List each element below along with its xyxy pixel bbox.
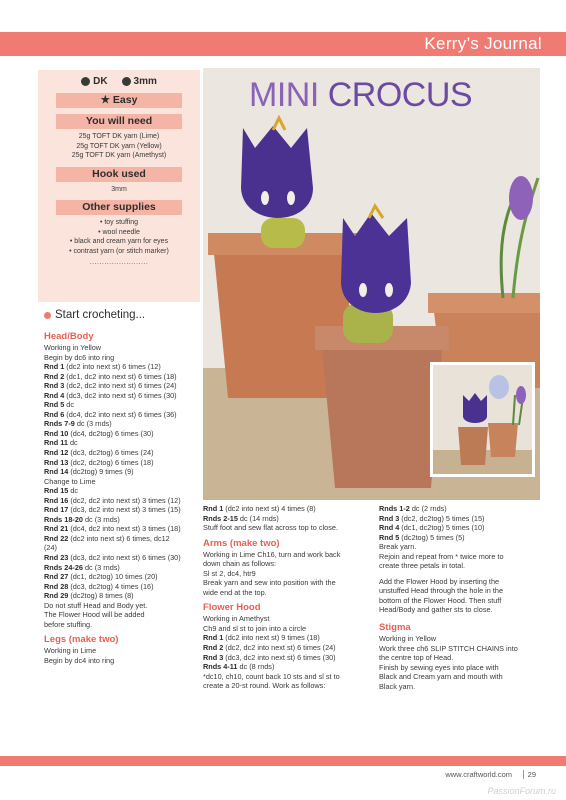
instruction-row: [379, 682, 544, 692]
round-label: Rnd 3: [44, 381, 65, 391]
list-item: 25g TOFT DK yarn (Amethyst): [71, 152, 167, 159]
round-text: Finish by sewing eyes into place with: [379, 662, 499, 672]
round-label: Rnds 2-15: [203, 513, 238, 523]
round-text: Break yarn.: [379, 542, 417, 552]
instruction-row: [44, 438, 204, 448]
instruction-row: [203, 681, 375, 691]
instruction-row: [203, 643, 375, 653]
round-label: Rnd 28: [44, 581, 69, 591]
round-text: dc (3 rnds): [82, 514, 120, 524]
round-text: (dc2 into next st) 6 times, dc12: [68, 533, 170, 543]
instruction-row: [44, 572, 204, 582]
round-label: Rnds 18-20: [44, 514, 83, 524]
round-text: dc: [67, 438, 78, 448]
round-text: Working in Lime: [44, 646, 97, 656]
instruction-row: [379, 605, 544, 615]
instruction-row: [379, 586, 544, 596]
round-text: (dc2tog) 5 times (5): [399, 532, 465, 542]
round-label: Rnd 6: [44, 409, 65, 419]
round-text: (dc1, dc2 into next st) 6 times (18): [64, 371, 177, 381]
instruction-row: [44, 477, 204, 487]
instruction-row: [44, 620, 204, 630]
round-text: down chain as follows:: [203, 559, 277, 569]
round-text: Do not stuff Head and Body yet.: [44, 600, 148, 610]
round-text: bottom of the Flower Hood. Then stuff: [379, 595, 502, 605]
hook-icon: [122, 77, 131, 86]
instruction-row: [203, 624, 375, 634]
round-text: Work three ch6 SLIP STITCH CHAINS into: [379, 643, 518, 653]
round-text: The Flower Hood will be added: [44, 610, 145, 620]
round-text: create three petals in total.: [379, 561, 465, 571]
arms-heading: Arms (make two): [203, 537, 280, 549]
round-text: (dc4, dc2 into next st) 6 times (36): [64, 409, 177, 419]
instruction-row: [203, 588, 375, 598]
instruction-row: [379, 552, 544, 562]
instruction-row: [44, 448, 204, 458]
round-text: Add the Flower Hood by inserting the: [379, 576, 500, 586]
round-text: Ch9 and sl st to join into a circle: [203, 623, 307, 633]
round-text: dc (8 rnds): [237, 662, 275, 672]
yarn-weight: [81, 76, 107, 87]
instruction-row: [379, 663, 544, 673]
instruction-row: [379, 653, 544, 663]
round-text: (dc2 into next st) 4 times (8): [223, 504, 316, 513]
list-item: • contrast yarn (or stitch marker): [69, 247, 169, 255]
instruction-row: [44, 505, 204, 515]
stigma-heading: Stigma: [379, 622, 411, 634]
instruction-row: [203, 662, 375, 672]
round-label: Rnd 4: [379, 523, 400, 533]
round-label: Rnd 29: [44, 591, 69, 601]
instruction-row: [44, 429, 204, 439]
instruction-row: [203, 672, 375, 682]
round-text: Change to Lime: [44, 476, 96, 486]
round-label: Rnd 4: [44, 390, 65, 400]
start-crocheting-label: Start crocheting...: [55, 309, 146, 321]
round-label: Rnd 11: [44, 438, 68, 448]
round-label: Rnd 2: [203, 643, 224, 653]
round-text: (dc2, dc2 into next st) 6 times (24): [64, 381, 177, 391]
round-label: Rnd 17: [44, 505, 69, 515]
instruction-row: [44, 391, 204, 401]
instruction-row: [44, 515, 204, 525]
you-will-need-heading: You will need: [56, 114, 182, 129]
instruction-row: [44, 343, 204, 353]
round-text: (dc2, dc2 into next st) 6 times (24): [223, 643, 336, 653]
page-number: 29: [523, 770, 536, 779]
round-text: create a 20-st round. Work as follows:: [203, 681, 326, 691]
instructions-column-3: [379, 504, 544, 691]
assembly-rows: [379, 577, 544, 615]
round-label: Rnd 1: [203, 504, 224, 513]
instruction-row: [44, 486, 204, 496]
round-label: Rnds 7-9: [44, 419, 75, 429]
instruction-row: [44, 610, 204, 620]
instruction-row: [44, 534, 204, 544]
instruction-row: [44, 381, 204, 391]
round-text: (dc4, dc2 into next st) 3 times (18): [68, 524, 181, 534]
round-text: (dc2tog) 8 times (8): [68, 591, 134, 601]
round-label: Rnd 27: [44, 572, 69, 582]
round-text: dc (2 rnds): [409, 504, 447, 513]
you-will-need-list: [44, 132, 194, 161]
round-label: Rnd 1: [44, 362, 65, 372]
instruction-row: [379, 542, 544, 552]
other-supplies-heading: Other supplies: [56, 200, 182, 215]
instruction-row: [203, 523, 375, 533]
round-text: dc (14 rnds): [237, 513, 279, 523]
instruction-row: [379, 644, 544, 654]
list-item: 3mm: [111, 185, 127, 193]
round-text: the centre top of Head.: [379, 653, 454, 663]
instruction-row: [203, 504, 375, 514]
round-text: (dc1, dc2tog) 5 times (10): [399, 523, 485, 533]
round-label: Rnd 12: [44, 448, 69, 458]
inset-illustration: [433, 365, 532, 474]
hook-size: [122, 76, 157, 87]
instruction-row: [44, 458, 204, 468]
hook-used-heading: Hook used: [56, 167, 182, 182]
instruction-row: [379, 533, 544, 543]
round-text: (dc3, dc2tog) 4 times (16): [68, 581, 154, 591]
round-label: Rnd 2: [44, 371, 65, 381]
instruction-row: [44, 524, 204, 534]
website-url: www.craftworld.com: [445, 770, 512, 779]
instruction-row: [44, 601, 204, 611]
instruction-row: [44, 553, 204, 563]
list-item: 25g TOFT DK yarn (Lime): [78, 133, 160, 140]
round-label: Rnd 21: [44, 524, 69, 534]
round-text: Stuff foot and sew flat across top to close.: [203, 523, 338, 533]
round-text: (24): [44, 543, 57, 553]
round-text: wide end at the top.: [203, 587, 267, 597]
round-text: dc: [64, 400, 75, 410]
list-item: 25g TOFT DK yarn (Yellow): [76, 142, 162, 150]
round-text: Begin by dc6 into ring: [44, 352, 115, 362]
list-item: • toy stuffing: [99, 219, 139, 226]
round-label: Rnd 22: [44, 533, 69, 543]
instruction-row: [379, 523, 544, 533]
round-text: unstuffed Head through the hole in the: [379, 586, 504, 596]
instruction-row: [203, 633, 375, 643]
yarn-hook-row: [44, 76, 194, 87]
instruction-row: [379, 596, 544, 606]
inset-photo: [430, 362, 535, 477]
round-text: (dc1, dc2tog) 10 times (20): [68, 572, 158, 582]
stigma-rows: [379, 634, 544, 691]
round-text: Begin by dc4 into ring: [44, 655, 115, 665]
yarn-weight-label: DK: [93, 76, 108, 87]
round-text: (dc2, dc2 into next st) 3 times (12): [68, 495, 181, 505]
start-crocheting-heading: [44, 309, 145, 321]
round-label: Rnds 4-11: [203, 662, 238, 672]
round-label: Rnd 14: [44, 467, 69, 477]
instruction-row: [44, 353, 204, 363]
instruction-row: [379, 514, 544, 524]
instruction-row: [44, 543, 204, 553]
instruction-row: [44, 656, 204, 666]
round-text: Break yarn and sew into position with the: [203, 578, 336, 588]
round-text: dc: [68, 486, 79, 496]
round-text: dc (3 rnds): [74, 419, 112, 429]
instruction-row: [379, 504, 544, 514]
instruction-row: [44, 400, 204, 410]
round-text: Working in Amethyst: [203, 614, 270, 624]
round-label: Rnd 5: [44, 400, 65, 410]
instruction-row: [44, 563, 204, 573]
round-text: (dc3, dc2 into next st) 6 times (30): [223, 652, 336, 662]
round-text: before stuffing.: [44, 619, 93, 629]
round-label: Rnd 1: [203, 633, 224, 643]
round-text: Working in Yellow: [379, 634, 437, 644]
instructions-column-2: [203, 504, 375, 691]
round-label: Rnd 16: [44, 495, 69, 505]
pattern-title: [249, 76, 472, 115]
watermark: PassionForum.ru: [487, 786, 556, 796]
round-text: (dc2 into next st) 9 times (18): [223, 633, 320, 643]
instruction-row: [44, 646, 204, 656]
round-text: Black yarn.: [379, 681, 416, 691]
instruction-row: [379, 672, 544, 682]
round-label: Rnds 1-2: [379, 504, 410, 513]
list-item: • black and cream yarn for eyes: [69, 238, 169, 245]
round-text: *dc10, ch10, count back 10 sts and sl st to: [203, 671, 340, 681]
round-text: Working in Yellow: [44, 343, 102, 352]
round-label: Rnd 3: [379, 513, 400, 523]
instruction-row: [44, 496, 204, 506]
dotted-divider: ........................: [89, 259, 149, 266]
round-text: Black and Cream yarn and mouth with: [379, 672, 503, 682]
round-text: dc (3 rnds): [82, 562, 120, 572]
instruction-row: [379, 577, 544, 587]
pattern-title-part2: CROCUS: [327, 76, 473, 114]
legs-rows: [44, 646, 204, 665]
round-label: Rnd 5: [379, 532, 400, 542]
instruction-row: [44, 419, 204, 429]
instruction-row: [44, 362, 204, 372]
legs-heading: Legs (make two): [44, 634, 119, 646]
difficulty-badge: [56, 93, 182, 108]
round-text: Sl st 2, dc4, htr9: [203, 568, 256, 578]
instruction-row: [203, 614, 375, 624]
head-body-rows: [44, 343, 204, 629]
round-text: (dc3, dc2 into next st) 3 times (15): [68, 505, 181, 515]
pattern-title-part1: MINI: [249, 76, 328, 114]
round-text: Working in Lime Ch16, turn and work back: [203, 549, 341, 559]
instruction-row: [44, 372, 204, 382]
instruction-row: [203, 653, 375, 663]
round-label: Rnd 23: [44, 553, 69, 563]
instruction-row: [203, 550, 375, 560]
round-text: Head/Body and gather sts to close.: [379, 605, 493, 615]
other-supplies-list: [44, 218, 194, 256]
instruction-row: [44, 467, 204, 477]
round-label: Rnd 15: [44, 486, 69, 496]
bullet-dot-icon: [44, 312, 51, 319]
instruction-row: [44, 582, 204, 592]
hook-size-label: 3mm: [133, 76, 157, 87]
instruction-row: [44, 410, 204, 420]
round-label: Rnds 24-26: [44, 562, 83, 572]
round-text: (dc3, dc2tog) 6 times (24): [68, 448, 154, 458]
round-text: (dc2 into next st) 6 times (12): [64, 362, 161, 372]
instruction-row: [203, 569, 375, 579]
round-text: (dc2tog) 9 times (9): [68, 467, 134, 477]
arms-rows: [203, 550, 375, 598]
round-text: (dc2, dc2tog) 5 times (15): [399, 513, 485, 523]
footer-band: [0, 756, 566, 766]
round-label: Rnd 13: [44, 457, 69, 467]
legs-continued-rows: [203, 504, 375, 533]
header-band: [0, 32, 566, 56]
difficulty-label: Easy: [112, 94, 138, 106]
instruction-row: [203, 514, 375, 524]
head-body-heading: Head/Body: [44, 331, 94, 342]
round-text: (dc3, dc2 into next st) 6 times (30): [68, 553, 181, 563]
round-label: Rnd 10: [44, 428, 69, 438]
flower-hood-heading: Flower Hood: [203, 602, 261, 614]
round-text: (dc4, dc2tog) 6 times (30): [68, 428, 154, 438]
instruction-row: [203, 559, 375, 569]
round-label: Rnd 3: [203, 652, 224, 662]
flower-hood-rows: [203, 614, 375, 690]
yarn-ball-icon: [81, 77, 90, 86]
petal-rows: [379, 504, 544, 571]
instructions-column-1: [44, 330, 204, 666]
star-icon: ★: [100, 94, 110, 106]
instruction-row: [44, 591, 204, 601]
magazine-section-title: Kerry’s Journal: [424, 34, 542, 53]
pattern-info-box: [38, 70, 200, 302]
round-text: Rejoin and repeat from * twice more to: [379, 551, 504, 561]
round-text: (dc3, dc2 into next st) 6 times (30): [64, 390, 177, 400]
instruction-row: [379, 634, 544, 644]
list-item: • wool needle: [98, 228, 140, 236]
instruction-row: [379, 561, 544, 571]
round-text: (dc2, dc2tog) 6 times (18): [68, 457, 154, 467]
instruction-row: [203, 578, 375, 588]
